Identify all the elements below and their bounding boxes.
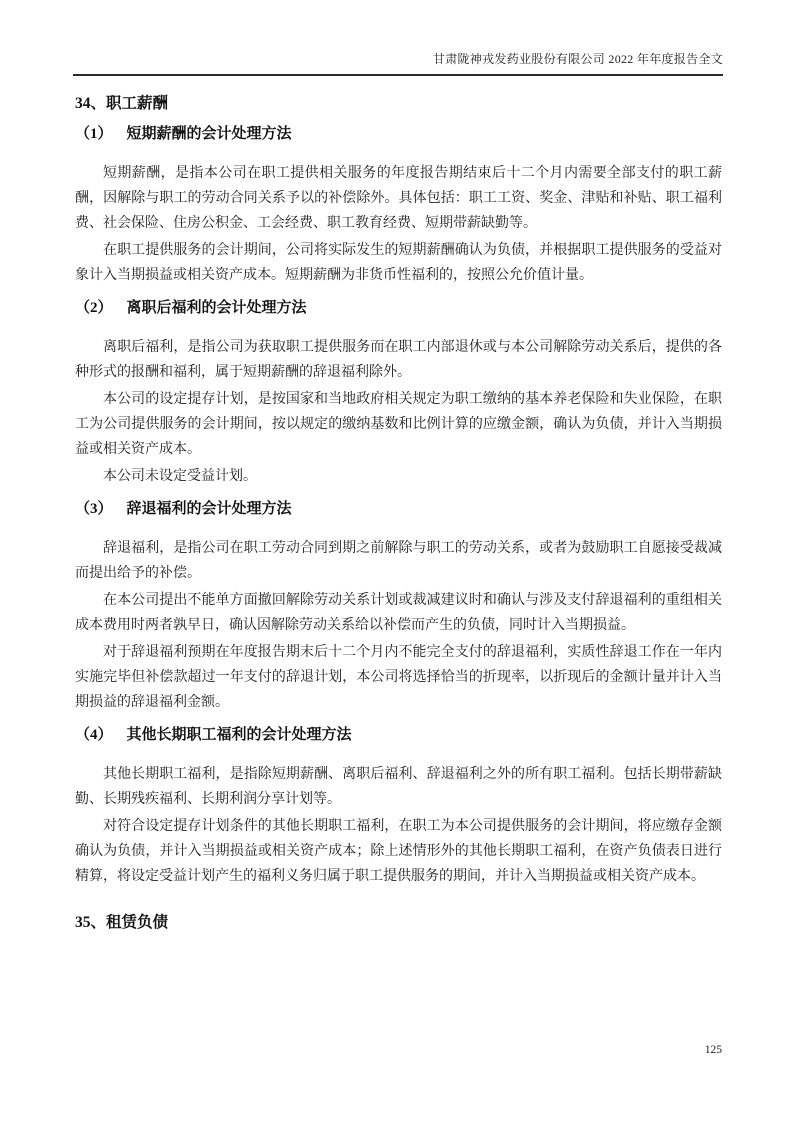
subsection-2-body: [75, 335, 722, 489]
page-content: [75, 88, 722, 933]
paragraph: 本公司未设定受益计划。: [103, 469, 257, 484]
paragraph: 本公司的设定提存计划，是按国家和当地政府相关规定为职工缴纳的基本养老保险和失业保险，在职工为公司提供服务的会计期间，按以规定的缴纳基数和比例计算的应缴金额，确认为负债，并计入当期损益或相关资产成本。: [75, 392, 722, 457]
subsection-1-heading: [75, 124, 722, 144]
subsection-2-heading: [75, 298, 722, 318]
subsection-3-number: （3）: [75, 501, 113, 517]
subsection-4-body: [75, 762, 722, 889]
paragraph: 在职工提供服务的会计期间，公司将实际发生的短期薪酬确认为负债，并根据职工提供服务的受益对象计入当期损益或相关资产成本。短期薪酬为非货币性福利的，按照公允价值计量。: [75, 243, 722, 283]
paragraph: 对于辞退福利预期在年度报告期末后十二个月内不能完全支付的辞退福利，实质性辞退工作在一年内实施完毕但补偿款超过一年支付的辞退计划，本公司将选择恰当的折现率，以折现后的金额计量并计入当期损益的辞退福利金额。: [75, 645, 722, 710]
paragraph: 对符合设定提存计划条件的其他长期职工福利，在职工为本公司提供服务的会计期间，将应缴存金额确认为负债，并计入当期损益或相关资产成本；除上述情形外的其他长期职工福利，在资产负债表日进行精算，将设定受益计划产生的福利义务归属于职工提供服务的期间，并计入当期损益或相关资产成本。: [75, 819, 722, 884]
paragraph: 辞退福利，是指公司在职工劳动合同到期之前解除与职工的劳动关系，或者为鼓励职工自愿接受裁减而提出给予的补偿。: [75, 541, 722, 581]
subsection-4-number: （4）: [75, 727, 113, 743]
subsection-1-number: （1）: [75, 126, 113, 142]
page-header: [73, 50, 723, 76]
page-footer: [705, 1044, 722, 1056]
subsection-4-heading: [75, 725, 722, 745]
subsection-3-body: [75, 536, 722, 715]
subsection-3-title: 辞退福利的会计处理方法: [126, 501, 292, 517]
section-34-heading: 34、职工薪酬: [75, 95, 169, 112]
paragraph: 在本公司提出不能单方面撤回解除劳动关系计划或裁减建议时和确认与涉及支付辞退福利的重组相关成本费用时两者孰早日，确认因解除劳动关系给以补偿而产生的负债，同时计入当期损益。: [75, 593, 722, 633]
page-number: 125: [704, 1044, 722, 1056]
subsection-2-number: （2）: [75, 300, 113, 316]
subsection-1-title: 短期薪酬的会计处理方法: [126, 126, 292, 142]
subsection-1-body: [75, 161, 722, 288]
paragraph: 离职后福利，是指公司为获取职工提供服务而在职工内部退休或与本公司解除劳动关系后，提供的各种形式的报酬和福利，属于短期薪酬的辞退福利除外。: [75, 340, 722, 380]
paragraph: 短期薪酬，是指本公司在职工提供相关服务的年度报告期结束后十二个月内需要全部支付的职工薪酬，因解除与职工的劳动合同关系予以的补偿除外。具体包括：职工工资、奖金、津贴和补贴、职工福利费、社会保险、住房公积金、工会经费、职工教育经费、短期带薪缺勤等。: [75, 166, 722, 231]
paragraph: 其他长期职工福利，是指除短期薪酬、离职后福利、辞退福利之外的所有职工福利。包括长期带薪缺勤、长期残疾福利、长期利润分享计划等。: [75, 767, 722, 807]
subsection-3-heading: [75, 499, 722, 519]
header-title: 甘肃陇神戎发药业股份有限公司 2022 年年度报告全文: [432, 52, 723, 66]
section-35-heading: 35、租赁负债: [75, 914, 169, 931]
subsection-4-title: 其他长期职工福利的会计处理方法: [126, 727, 352, 743]
subsection-2-title: 离职后福利的会计处理方法: [126, 300, 307, 316]
